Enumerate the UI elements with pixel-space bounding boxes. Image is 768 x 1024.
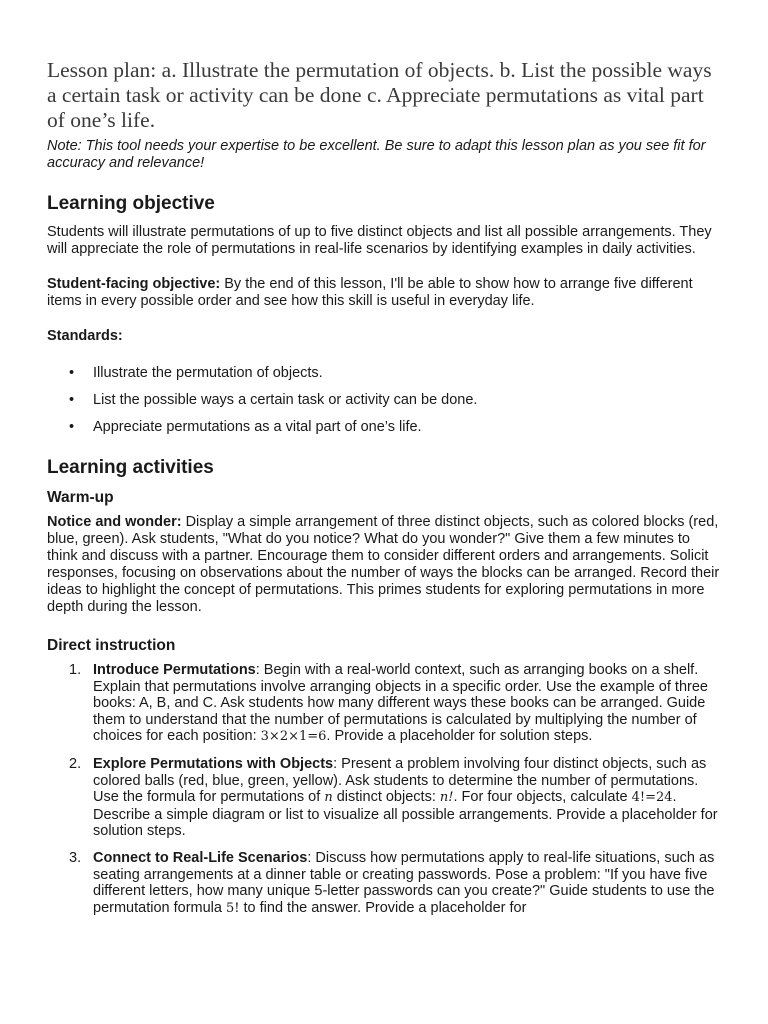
list-item bbox=[47, 419, 722, 436]
student-facing-text: By the end of this lesson, I'll be able to show how to arrange five different items in every possible order and see how this skill is useful in everyday life. bbox=[47, 276, 693, 309]
standard-text: Appreciate permutations as a vital part of one’s life. bbox=[93, 419, 422, 435]
step-text: : Begin with a real-world context, such as arranging books on a shelf. Explain that permutations involve arranging objects in a specific order. Use the example of three books: A, B, and C. Ask students how many different ways these books can be arranged. Guide them to understand that the number of permutations is calculated by multiplying the number of choices for each position: bbox=[93, 662, 708, 745]
step-label: Explore Permutations with Objects bbox=[93, 755, 334, 772]
step-number: 2. bbox=[69, 755, 82, 772]
bullet-marker: • bbox=[69, 419, 75, 435]
math-expression: 3×2×1=6 bbox=[260, 729, 327, 745]
step-number: 1. bbox=[69, 662, 82, 678]
warmup-heading: Warm-up bbox=[47, 489, 114, 506]
list-item bbox=[47, 392, 722, 409]
step-text: . Describe a simple diagram or list to visualize all possible arrangements. Provide a placeholder for solution steps. bbox=[93, 789, 718, 840]
learning-objective-heading: Learning objective bbox=[47, 193, 215, 214]
step-label: Connect to Real-Life Scenarios bbox=[93, 849, 308, 866]
step-text: distinct objects: bbox=[332, 789, 440, 806]
step-text: . Provide a placeholder for solution steps. bbox=[326, 728, 593, 745]
step-text: : Present a problem involving four distinct objects, such as colored balls (red, blue, green, yellow). Ask students to determine the number of permutations. Use the formula for permutations of bbox=[93, 755, 707, 806]
standards-list bbox=[47, 365, 722, 436]
math-expression: n! bbox=[439, 790, 454, 806]
learning-objective-body: Students will illustrate permutations of up to five distinct objects and list all possible arrangements. They will appreciate the role of permutations in real-life scenarios by identifying examples in daily activities. bbox=[47, 224, 712, 257]
standards-label-text: Standards: bbox=[47, 328, 123, 344]
note-text: Note: This tool needs your expertise to be excellent. Be sure to adapt this lesson plan as you see fit for accuracy and relevance! bbox=[47, 138, 706, 171]
list-item bbox=[47, 662, 722, 746]
warmup-body bbox=[47, 514, 722, 616]
step-number: 3. bbox=[69, 849, 82, 866]
warmup-text: Display a simple arrangement of three distinct objects, such as colored blocks (red, blue, green). Ask students, "What do you notice? What do you wonder?" Give them a few minutes to think and discuss with a partner. Encourage them to consider different orders and arrangements. Solicit responses, focusing on observations about the number of ways the blocks can be arranged. Record their ideas to highlight the concept of permutations. This primes students for exploring permutations in more depth during the lesson. bbox=[47, 514, 720, 615]
warmup-label: Notice and wonder: bbox=[47, 514, 182, 530]
standards-label bbox=[47, 328, 722, 345]
step-text: : Discuss how permutations apply to real-life situations, such as seating arrangements at a dinner table or creating passwords. Pose a problem: "If you have five different letters, how many unique 5-letter passwords can you create?" Guide students to use the permutation formula bbox=[93, 849, 715, 916]
direct-instruction-heading: Direct instruction bbox=[47, 637, 176, 654]
list-item bbox=[47, 365, 722, 382]
lesson-title: Lesson plan: a. Illustrate the permutation of objects. b. List the possible ways a certain task or activity can be done c. Appreciate permutations as vital part of one’s life. bbox=[47, 58, 712, 132]
list-item bbox=[47, 756, 722, 840]
step-text: to find the answer. Provide a placeholder for bbox=[239, 899, 527, 916]
step-label: Introduce Permutations bbox=[93, 662, 256, 678]
learning-activities-heading: Learning activities bbox=[47, 457, 214, 478]
bullet-marker: • bbox=[69, 392, 75, 408]
math-expression: 4!=24 bbox=[631, 790, 673, 806]
list-item bbox=[47, 850, 722, 917]
step-text: . For four objects, calculate bbox=[453, 789, 632, 806]
standard-text: List the possible ways a certain task or activity can be done. bbox=[93, 392, 478, 408]
math-expression: n bbox=[324, 790, 333, 806]
student-facing-label: Student-facing objective: bbox=[47, 276, 221, 292]
bullet-marker: • bbox=[69, 365, 75, 381]
standard-text: Illustrate the permutation of objects. bbox=[93, 365, 323, 381]
direct-instruction-steps bbox=[47, 662, 722, 917]
math-expression: 5! bbox=[225, 900, 240, 916]
student-facing-objective bbox=[47, 276, 722, 310]
